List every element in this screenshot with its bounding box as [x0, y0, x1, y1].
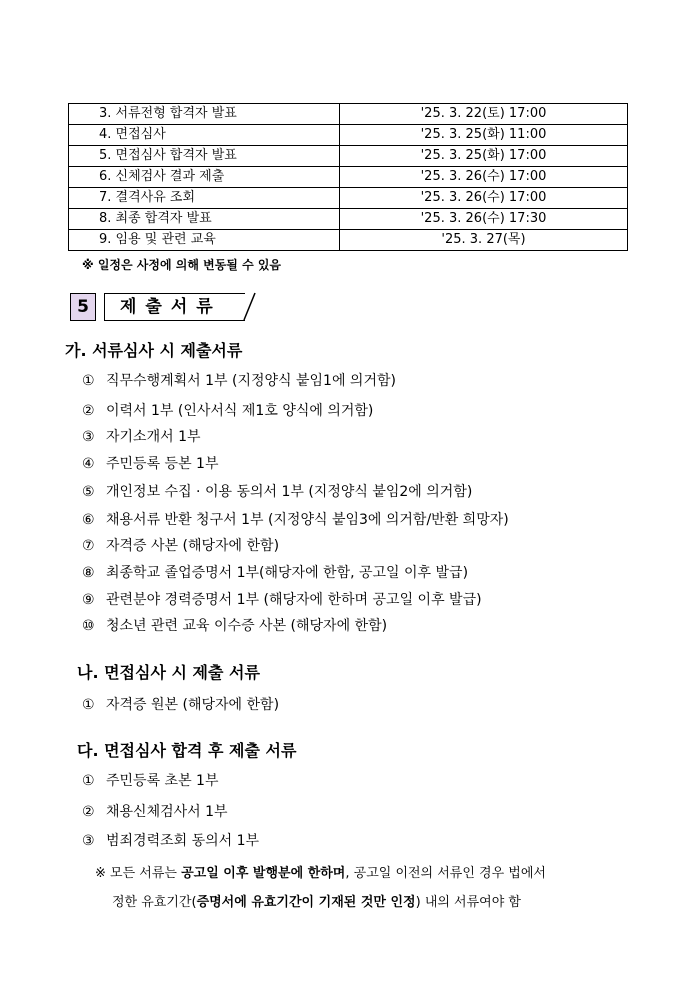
- table-row: [69, 167, 628, 188]
- item-number: ②: [82, 804, 95, 820]
- schedule-step: 8. 최종 합격자 발표: [69, 209, 340, 230]
- item-number: ⑧: [82, 565, 95, 581]
- list-item: [82, 453, 218, 473]
- list-item: [82, 830, 259, 850]
- item-text: 청소년 관련 교육 이수증 사본 (해당자에 한함): [106, 618, 388, 634]
- list-item: [82, 535, 279, 555]
- schedule-note: ※ 일정은 사정에 의해 변동될 수 있음: [82, 258, 282, 272]
- item-number: ②: [82, 403, 95, 419]
- note-text: ) 내의 서류여야 함: [415, 895, 521, 910]
- item-number: ⑨: [82, 592, 95, 608]
- item-text: 최종학교 졸업증명서 1부(해당자에 한함, 공고일 이후 발급): [106, 565, 469, 581]
- item-text: 자격증 사본 (해당자에 한함): [106, 538, 280, 554]
- table-row: [69, 230, 628, 251]
- section-number: 5: [70, 293, 96, 321]
- list-item: [82, 801, 228, 821]
- list-item: [82, 589, 482, 609]
- item-text: 직무수행계획서 1부 (지정양식 붙임1에 의거함): [106, 373, 396, 389]
- list-item: [82, 426, 201, 446]
- item-text: 자기소개서 1부: [106, 429, 201, 445]
- list-item: [82, 615, 387, 635]
- schedule-step: 7. 결격사유 조회: [69, 188, 340, 209]
- item-number: ⑤: [82, 484, 95, 500]
- schedule-step: 3. 서류전형 합격자 발표: [69, 104, 340, 125]
- table-row: [69, 209, 628, 230]
- list-item: [82, 481, 472, 501]
- table-row: [69, 104, 628, 125]
- schedule-date: '25. 3. 25(화) 11:00: [340, 125, 628, 146]
- item-number: ①: [82, 773, 95, 789]
- item-number: ①: [82, 697, 95, 713]
- item-number: ⑩: [82, 618, 95, 634]
- item-text: 범죄경력조회 동의서 1부: [106, 833, 260, 849]
- schedule-date: '25. 3. 27(목): [340, 230, 628, 251]
- section-title: 제출서류: [120, 297, 222, 317]
- final-note-line-1: [95, 862, 546, 881]
- section-slash-decoration: [236, 288, 258, 324]
- list-item: [82, 509, 509, 529]
- item-text: 개인정보 수집 · 이용 동의서 1부 (지정양식 붙임2에 의거함): [106, 484, 473, 500]
- schedule-date: '25. 3. 26(수) 17:30: [340, 209, 628, 230]
- item-text: 이력서 1부 (인사서식 제1호 양식에 의거함): [106, 403, 374, 419]
- heading-document-review: 가. 서류심사 시 제출서류: [65, 341, 243, 360]
- schedule-step: 4. 면접심사: [69, 125, 340, 146]
- item-text: 채용서류 반환 청구서 1부 (지정양식 붙임3에 의거함/반환 희망자): [106, 512, 509, 528]
- item-number: ③: [82, 833, 95, 849]
- item-text: 자격증 원본 (해당자에 한함): [106, 697, 280, 713]
- schedule-date: '25. 3. 22(토) 17:00: [340, 104, 628, 125]
- item-number: ⑥: [82, 512, 95, 528]
- note-text: 정한 유효기간(: [112, 895, 197, 910]
- note-emphasis: 증명서에 유효기간이 기재된 것만 인정: [196, 895, 416, 910]
- heading-interview: 나. 면접심사 시 제출 서류: [77, 663, 260, 682]
- final-note-line-2: [112, 891, 521, 910]
- table-row: [69, 125, 628, 146]
- item-number: ⑦: [82, 538, 95, 554]
- heading-after-interview: 다. 면접심사 합격 후 제출 서류: [77, 741, 297, 760]
- list-item: [82, 694, 279, 714]
- item-number: ①: [82, 373, 95, 389]
- schedule-step: 5. 면접심사 합격자 발표: [69, 146, 340, 167]
- item-number: ④: [82, 456, 95, 472]
- note-emphasis: 공고일 이후 발행분에 한하며: [181, 866, 346, 881]
- note-mark: ※ 모든 서류는: [95, 866, 182, 881]
- schedule-date: '25. 3. 26(수) 17:00: [340, 167, 628, 188]
- item-text: 채용신체검사서 1부: [106, 804, 228, 820]
- schedule-date: '25. 3. 26(수) 17:00: [340, 188, 628, 209]
- item-number: ③: [82, 429, 95, 445]
- schedule-step: 9. 임용 및 관련 교육: [69, 230, 340, 251]
- table-row: [69, 188, 628, 209]
- schedule-step: 6. 신체검사 결과 제출: [69, 167, 340, 188]
- schedule-date: '25. 3. 25(화) 17:00: [340, 146, 628, 167]
- item-text: 주민등록 등본 1부: [106, 456, 219, 472]
- table-row: [69, 146, 628, 167]
- list-item: [82, 770, 218, 790]
- list-item: [82, 370, 396, 390]
- note-text: , 공고일 이전의 서류인 경우 법에서: [345, 866, 546, 881]
- item-text: 주민등록 초본 1부: [106, 773, 219, 789]
- schedule-table: [68, 103, 628, 251]
- list-item: [82, 400, 373, 420]
- item-text: 관련분야 경력증명서 1부 (해당자에 한하며 공고일 이후 발급): [106, 592, 482, 608]
- list-item: [82, 562, 468, 582]
